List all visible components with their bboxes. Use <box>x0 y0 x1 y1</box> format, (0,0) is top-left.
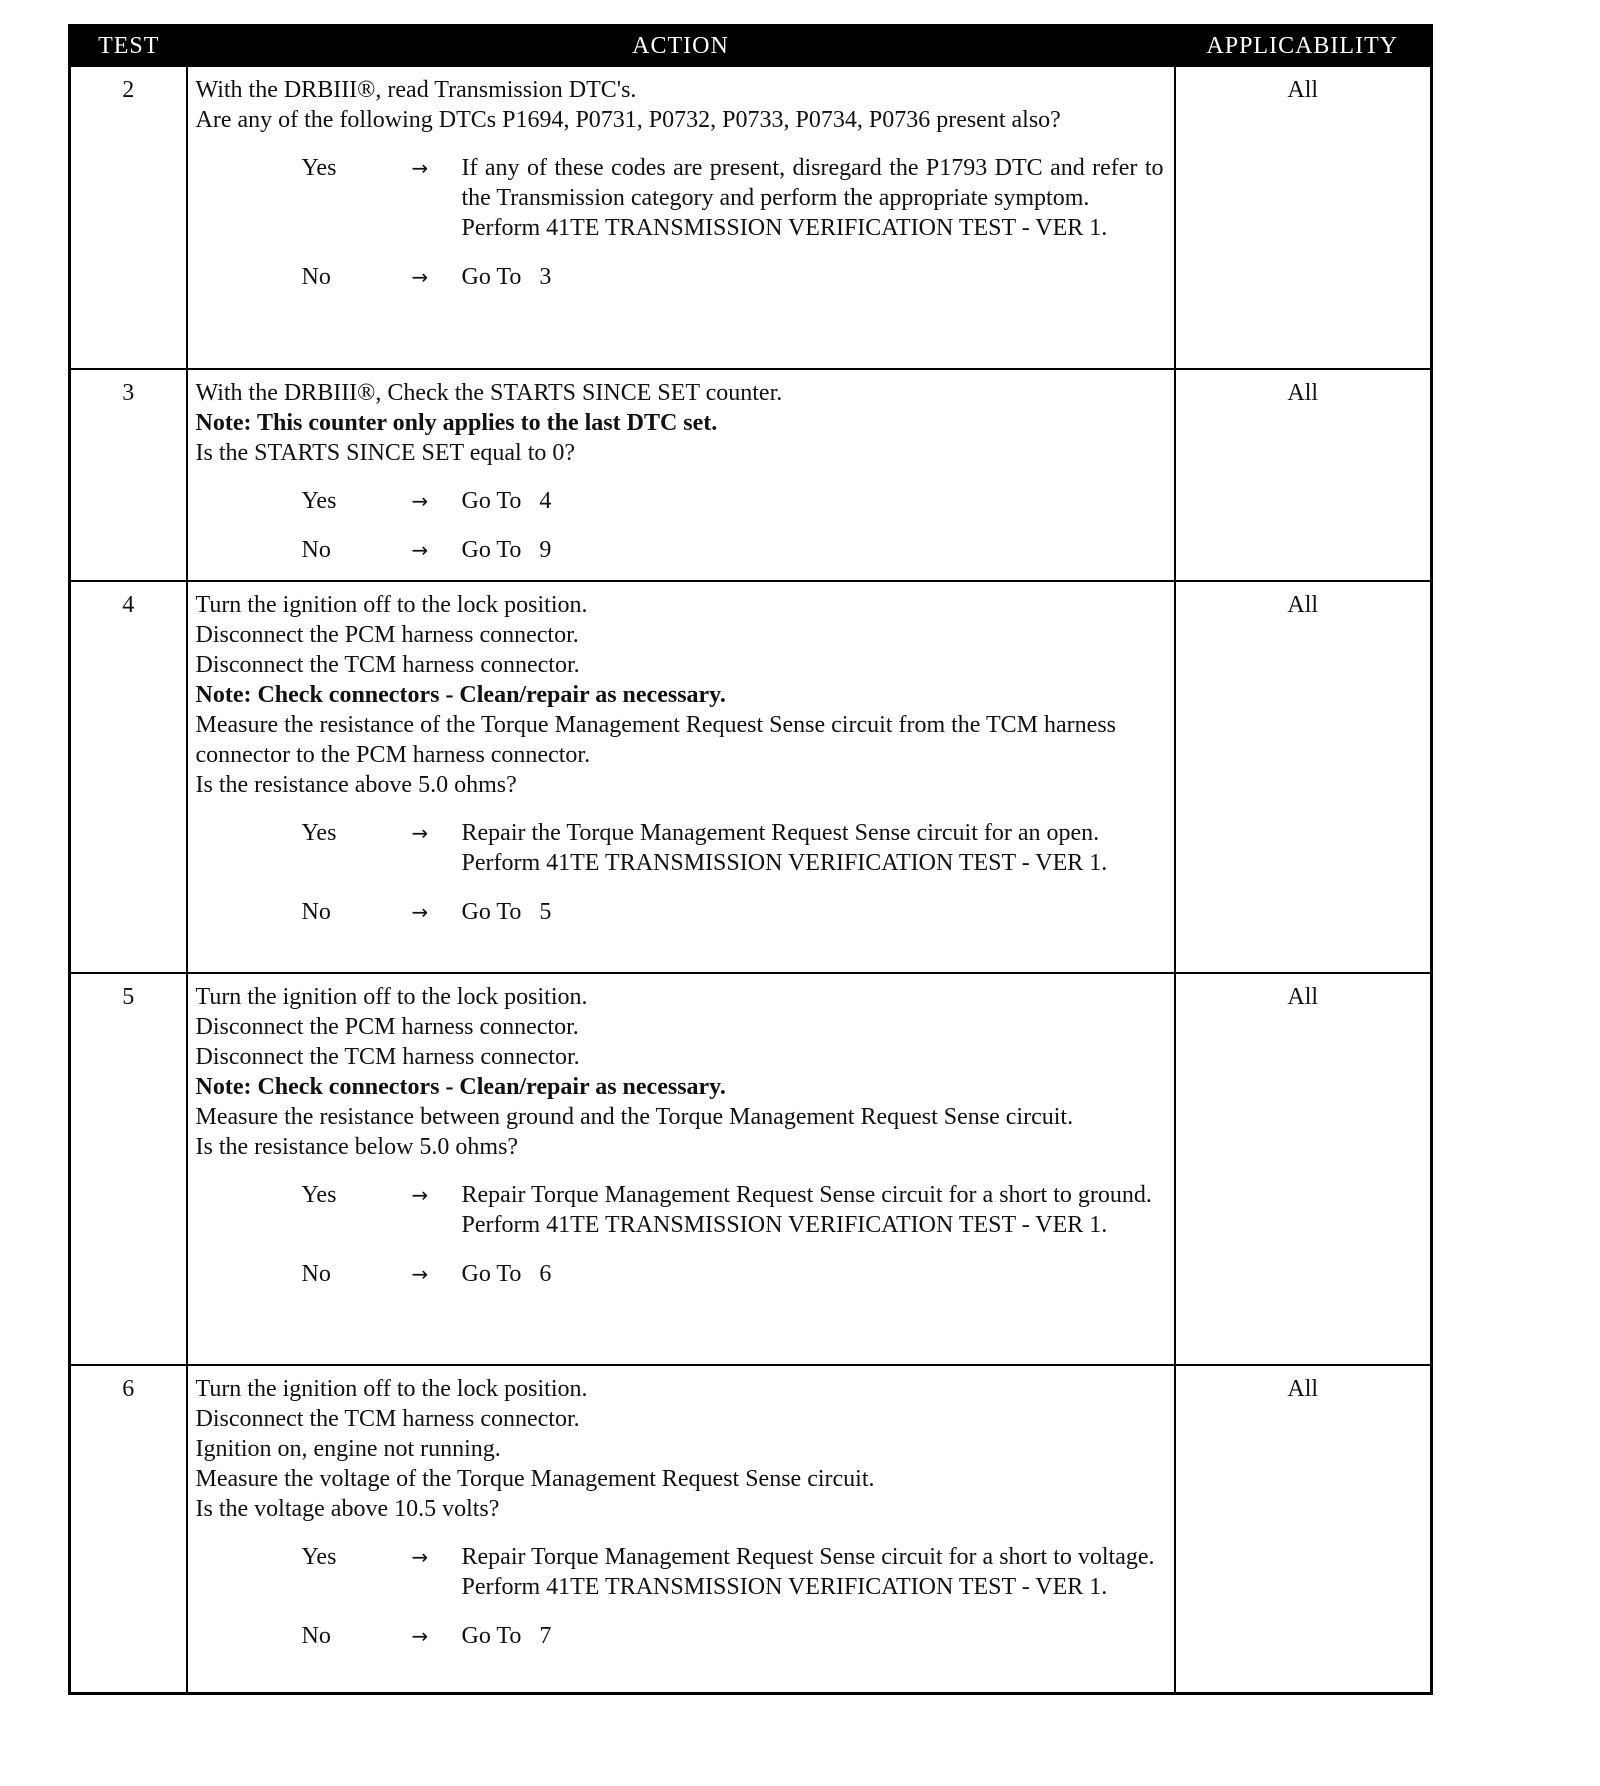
no-result: Go To 6 <box>461 1261 552 1287</box>
arrow-right-icon: → <box>411 1183 429 1207</box>
table-row <box>70 581 1432 973</box>
yes-result-line: Perform 41TE TRANSMISSION VERIFICATION TEST - VER 1. <box>461 850 1108 876</box>
yes-result-line: Perform 41TE TRANSMISSION VERIFICATION TEST - VER 1. <box>461 1574 1108 1600</box>
yes-answer <box>196 1180 1164 1240</box>
no-result: Go To 7 <box>461 1623 552 1649</box>
no-label: No <box>301 264 331 290</box>
yes-result-line: Repair Torque Management Request Sense circuit for a short to voltage. <box>461 1544 1155 1570</box>
action-line: Measure the resistance between ground and the Torque Management Request Sense circuit. <box>195 1104 1074 1130</box>
no-answer <box>196 535 1164 565</box>
answer-group <box>196 153 1164 292</box>
action-line: Disconnect the PCM harness connector. <box>195 622 579 648</box>
table-header-row <box>70 26 1432 67</box>
yes-result-line: Repair Torque Management Request Sense circuit for a short to ground. <box>461 1182 1152 1208</box>
applicability-value: All <box>1175 1365 1432 1693</box>
action-line: Is the voltage above 10.5 volts? <box>195 1496 500 1522</box>
test-number: 3 <box>70 369 187 581</box>
action-line: Ignition on, engine not running. <box>195 1436 501 1462</box>
yes-result-line: Perform 41TE TRANSMISSION VERIFICATION TEST - VER 1. <box>461 1212 1108 1238</box>
yes-result <box>462 1180 1164 1240</box>
yes-answer <box>196 153 1164 243</box>
action-line: Disconnect the PCM harness connector. <box>195 1014 579 1040</box>
arrow-right-icon: → <box>411 489 429 513</box>
action-line: With the DRBIII®, read Transmission DTC's. <box>195 77 637 103</box>
header-action: ACTION <box>187 26 1175 67</box>
action-line: Measure the resistance of the Torque Management Request Sense circuit from the TCM harness connector to the PCM harness connector. <box>195 712 1116 768</box>
action-line: Turn the ignition off to the lock position. <box>195 1376 588 1402</box>
action-cell <box>187 581 1175 973</box>
test-number: 6 <box>70 1365 187 1693</box>
yes-result <box>462 818 1164 878</box>
yes-label: Yes <box>301 1544 337 1570</box>
applicability-value: All <box>1175 66 1432 369</box>
answer-group <box>196 818 1164 927</box>
answer-group <box>196 1180 1164 1289</box>
arrow-right-icon: → <box>411 265 429 289</box>
arrow-right-icon: → <box>411 1262 429 1286</box>
yes-label: Yes <box>301 1182 337 1208</box>
action-line: Is the STARTS SINCE SET equal to 0? <box>195 440 576 466</box>
arrow-right-icon: → <box>411 156 429 180</box>
test-number: 2 <box>70 66 187 369</box>
yes-result-line: Repair the Torque Management Request Sense circuit for an open. <box>461 820 1100 846</box>
applicability-value: All <box>1175 369 1432 581</box>
action-line: Turn the ignition off to the lock position. <box>195 592 588 618</box>
header-applicability: APPLICABILITY <box>1175 26 1432 67</box>
applicability-value: All <box>1175 581 1432 973</box>
table-row <box>70 369 1432 581</box>
table-row <box>70 1365 1432 1693</box>
arrow-right-icon: → <box>411 538 429 562</box>
action-line: Measure the voltage of the Torque Management Request Sense circuit. <box>195 1466 875 1492</box>
yes-label: Yes <box>301 820 337 846</box>
header-test: TEST <box>70 26 187 67</box>
yes-result <box>462 1542 1164 1602</box>
arrow-right-icon: → <box>411 1624 429 1648</box>
test-number: 5 <box>70 973 187 1365</box>
arrow-right-icon: → <box>411 1545 429 1569</box>
no-label: No <box>301 1623 331 1649</box>
no-answer <box>196 1259 1164 1289</box>
answer-group <box>196 486 1164 565</box>
action-line: Is the resistance below 5.0 ohms? <box>195 1134 519 1160</box>
yes-answer <box>196 818 1164 878</box>
answer-group <box>196 1542 1164 1651</box>
arrow-right-icon: → <box>411 900 429 924</box>
no-answer <box>196 262 1164 292</box>
action-line: Is the resistance above 5.0 ohms? <box>195 772 517 798</box>
action-cell <box>187 66 1175 369</box>
arrow-right-icon: → <box>411 821 429 845</box>
action-cell <box>187 973 1175 1365</box>
no-result: Go To 9 <box>461 537 552 563</box>
yes-result-line: Go To 4 <box>461 488 552 514</box>
action-line: Disconnect the TCM harness connector. <box>195 1044 580 1070</box>
test-number: 4 <box>70 581 187 973</box>
applicability-value: All <box>1175 973 1432 1365</box>
yes-label: Yes <box>301 155 337 181</box>
yes-label: Yes <box>301 488 337 514</box>
action-note: Note: Check connectors - Clean/repair as necessary. <box>195 682 726 708</box>
action-line: Disconnect the TCM harness connector. <box>195 652 580 678</box>
no-answer <box>196 1621 1164 1651</box>
yes-result-line: If any of these codes are present, disregard the P1793 DTC and refer to the Transmission category and perform the appropriate symptom. <box>461 155 1164 211</box>
no-label: No <box>301 899 331 925</box>
action-line: Disconnect the TCM harness connector. <box>195 1406 580 1432</box>
yes-result <box>462 153 1164 243</box>
action-cell <box>187 369 1175 581</box>
yes-result <box>462 486 1164 516</box>
no-label: No <box>301 1261 331 1287</box>
yes-answer <box>196 1542 1164 1602</box>
no-result: Go To 5 <box>461 899 552 925</box>
action-line: Are any of the following DTCs P1694, P0731, P0732, P0733, P0734, P0736 present also? <box>195 107 1061 133</box>
yes-result-line: Perform 41TE TRANSMISSION VERIFICATION TEST - VER 1. <box>461 215 1108 241</box>
no-result: Go To 3 <box>461 264 552 290</box>
no-label: No <box>301 537 331 563</box>
action-cell <box>187 1365 1175 1693</box>
table-row <box>70 973 1432 1365</box>
action-line: With the DRBIII®, Check the STARTS SINCE SET counter. <box>195 380 783 406</box>
action-note: Note: This counter only applies to the last DTC set. <box>195 410 718 436</box>
no-answer <box>196 897 1164 927</box>
yes-answer <box>196 486 1164 516</box>
action-note: Note: Check connectors - Clean/repair as necessary. <box>195 1074 726 1100</box>
action-line: Turn the ignition off to the lock position. <box>195 984 588 1010</box>
table-row <box>70 66 1432 369</box>
diagnostic-test-table <box>68 24 1433 1695</box>
